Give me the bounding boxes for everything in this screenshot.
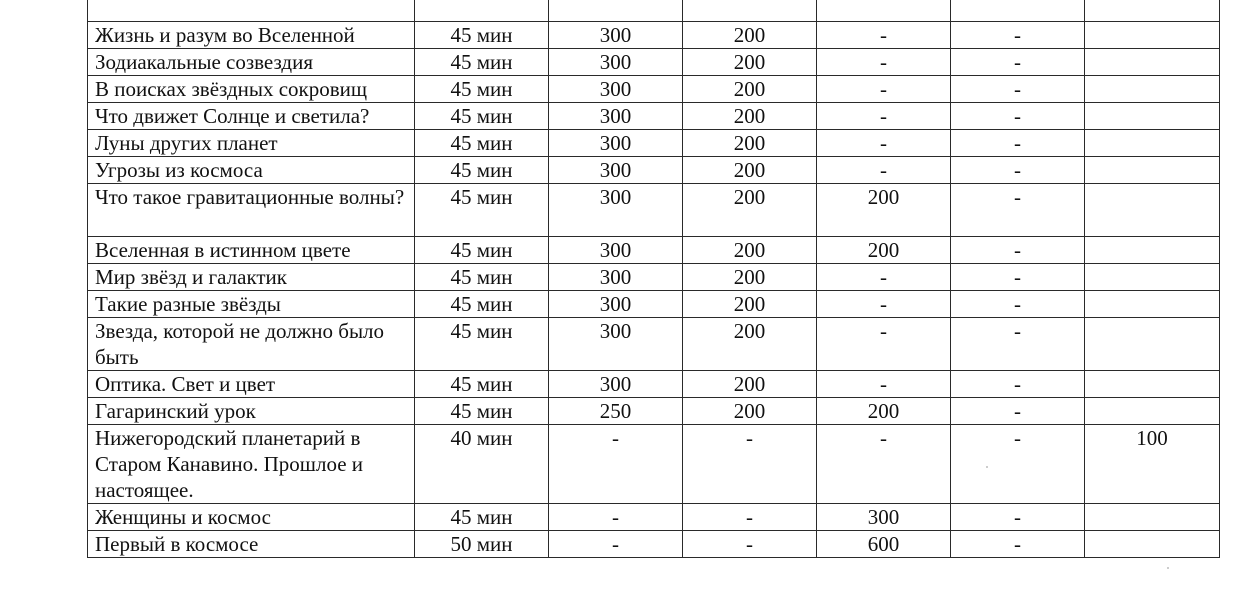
program-title-cell: Жизнь и разум во Вселенной	[88, 22, 415, 49]
duration-cell: 45 мин	[415, 76, 549, 103]
table-row	[88, 76, 1220, 103]
price-cell: -	[951, 22, 1085, 49]
duration-cell: 50 мин	[415, 531, 549, 558]
table-row	[88, 398, 1220, 425]
table-row	[88, 157, 1220, 184]
price-cell	[1085, 237, 1220, 264]
price-cell: -	[951, 184, 1085, 237]
price-cell	[683, 0, 817, 22]
price-cell: 200	[683, 264, 817, 291]
price-cell: -	[549, 425, 683, 504]
program-title-cell: Что такое гравитационные волны?	[88, 184, 415, 237]
price-cell	[817, 0, 951, 22]
price-cell: -	[951, 291, 1085, 318]
price-cell: 300	[549, 103, 683, 130]
program-title-cell: Первый в космосе	[88, 531, 415, 558]
price-cell: -	[951, 371, 1085, 398]
program-price-table	[87, 0, 1220, 558]
table-row	[88, 237, 1220, 264]
price-cell: 300	[549, 22, 683, 49]
table-row	[88, 103, 1220, 130]
duration-cell: 45 мин	[415, 130, 549, 157]
price-cell: 200	[683, 237, 817, 264]
table-row	[88, 531, 1220, 558]
price-cell	[1085, 291, 1220, 318]
price-cell: -	[817, 22, 951, 49]
price-cell: -	[817, 157, 951, 184]
price-cell	[1085, 318, 1220, 371]
program-title-cell	[88, 0, 415, 22]
duration-cell: 45 мин	[415, 49, 549, 76]
duration-cell: 45 мин	[415, 291, 549, 318]
price-cell: -	[817, 76, 951, 103]
price-cell: 300	[549, 76, 683, 103]
price-cell	[1085, 398, 1220, 425]
price-cell: 200	[683, 318, 817, 371]
price-cell: 200	[817, 237, 951, 264]
price-cell: -	[683, 425, 817, 504]
price-cell: 300	[549, 184, 683, 237]
price-cell: 200	[683, 371, 817, 398]
duration-cell: 45 мин	[415, 103, 549, 130]
duration-cell: 45 мин	[415, 22, 549, 49]
program-title-cell: Такие разные звёзды	[88, 291, 415, 318]
price-cell: 300	[549, 291, 683, 318]
price-cell	[1085, 371, 1220, 398]
price-cell: -	[951, 318, 1085, 371]
table-row	[88, 184, 1220, 237]
price-cell: -	[951, 398, 1085, 425]
price-cell: 200	[683, 49, 817, 76]
duration-cell: 45 мин	[415, 157, 549, 184]
duration-cell: 45 мин	[415, 237, 549, 264]
price-cell	[1085, 157, 1220, 184]
table-row	[88, 504, 1220, 531]
duration-cell: 45 мин	[415, 398, 549, 425]
table-row	[88, 130, 1220, 157]
duration-cell: 45 мин	[415, 184, 549, 237]
program-title-cell: Оптика. Свет и цвет	[88, 371, 415, 398]
price-cell	[1085, 76, 1220, 103]
price-cell: 200	[683, 103, 817, 130]
price-cell: 300	[817, 504, 951, 531]
price-cell: -	[817, 130, 951, 157]
program-title-cell: Вселенная в истинном цвете	[88, 237, 415, 264]
price-cell: 200	[683, 157, 817, 184]
price-cell: -	[817, 318, 951, 371]
price-cell: -	[951, 130, 1085, 157]
price-cell: -	[951, 76, 1085, 103]
price-cell: 600	[817, 531, 951, 558]
price-cell: -	[683, 504, 817, 531]
price-cell	[1085, 0, 1220, 22]
price-cell	[1085, 264, 1220, 291]
program-title-cell: Мир звёзд и галактик	[88, 264, 415, 291]
program-title-cell: Женщины и космос	[88, 504, 415, 531]
price-cell: -	[817, 291, 951, 318]
price-cell: 200	[817, 398, 951, 425]
price-cell: 200	[683, 398, 817, 425]
price-cell	[549, 0, 683, 22]
duration-cell: 45 мин	[415, 318, 549, 371]
program-title-cell: Гагаринский урок	[88, 398, 415, 425]
price-cell: -	[817, 49, 951, 76]
price-cell: -	[817, 371, 951, 398]
table-row	[88, 425, 1220, 504]
price-cell	[1085, 103, 1220, 130]
table-row	[88, 49, 1220, 76]
price-cell: -	[951, 157, 1085, 184]
price-cell: 200	[817, 184, 951, 237]
price-cell: -	[549, 504, 683, 531]
price-cell: 200	[683, 22, 817, 49]
price-cell	[1085, 531, 1220, 558]
price-cell	[1085, 22, 1220, 49]
price-cell: -	[549, 531, 683, 558]
duration-cell	[415, 0, 549, 22]
price-cell: -	[951, 264, 1085, 291]
duration-cell: 45 мин	[415, 371, 549, 398]
price-cell: 300	[549, 49, 683, 76]
price-cell: 200	[683, 130, 817, 157]
program-title-cell: Зодиакальные созвездия	[88, 49, 415, 76]
program-title-cell: В поисках звёздных сокровищ	[88, 76, 415, 103]
program-title-cell: Что движет Солнце и светила?	[88, 103, 415, 130]
price-cell: 200	[683, 184, 817, 237]
price-cell: -	[817, 103, 951, 130]
price-cell: -	[951, 531, 1085, 558]
price-cell: 300	[549, 237, 683, 264]
price-cell: -	[951, 425, 1085, 504]
price-cell: 300	[549, 130, 683, 157]
table-row	[88, 318, 1220, 371]
price-cell	[1085, 49, 1220, 76]
price-cell: 300	[549, 157, 683, 184]
program-title-cell: Нижегородский планетарий в Старом Канавино. Прошлое и настоящее.	[88, 425, 415, 504]
duration-cell: 45 мин	[415, 504, 549, 531]
price-cell: -	[817, 425, 951, 504]
price-cell	[951, 0, 1085, 22]
price-cell: 100	[1085, 425, 1220, 504]
price-cell: -	[951, 237, 1085, 264]
price-cell: 300	[549, 318, 683, 371]
price-cell: -	[951, 49, 1085, 76]
scan-speck	[986, 466, 988, 468]
price-cell: 300	[549, 264, 683, 291]
price-cell	[1085, 130, 1220, 157]
duration-cell: 40 мин	[415, 425, 549, 504]
price-cell	[1085, 184, 1220, 237]
table-row	[88, 371, 1220, 398]
price-cell	[1085, 504, 1220, 531]
duration-cell: 45 мин	[415, 264, 549, 291]
price-cell: -	[951, 103, 1085, 130]
price-cell: -	[683, 531, 817, 558]
scan-speck	[1167, 567, 1169, 569]
price-cell: -	[951, 504, 1085, 531]
table-row	[88, 0, 1220, 22]
price-cell: 200	[683, 76, 817, 103]
table-row	[88, 264, 1220, 291]
table-row	[88, 291, 1220, 318]
price-cell: 200	[683, 291, 817, 318]
price-cell: 250	[549, 398, 683, 425]
program-title-cell: Звезда, которой не должно было быть	[88, 318, 415, 371]
price-cell: -	[817, 264, 951, 291]
table-row	[88, 22, 1220, 49]
program-title-cell: Угрозы из космоса	[88, 157, 415, 184]
program-title-cell: Луны других планет	[88, 130, 415, 157]
price-cell: 300	[549, 371, 683, 398]
